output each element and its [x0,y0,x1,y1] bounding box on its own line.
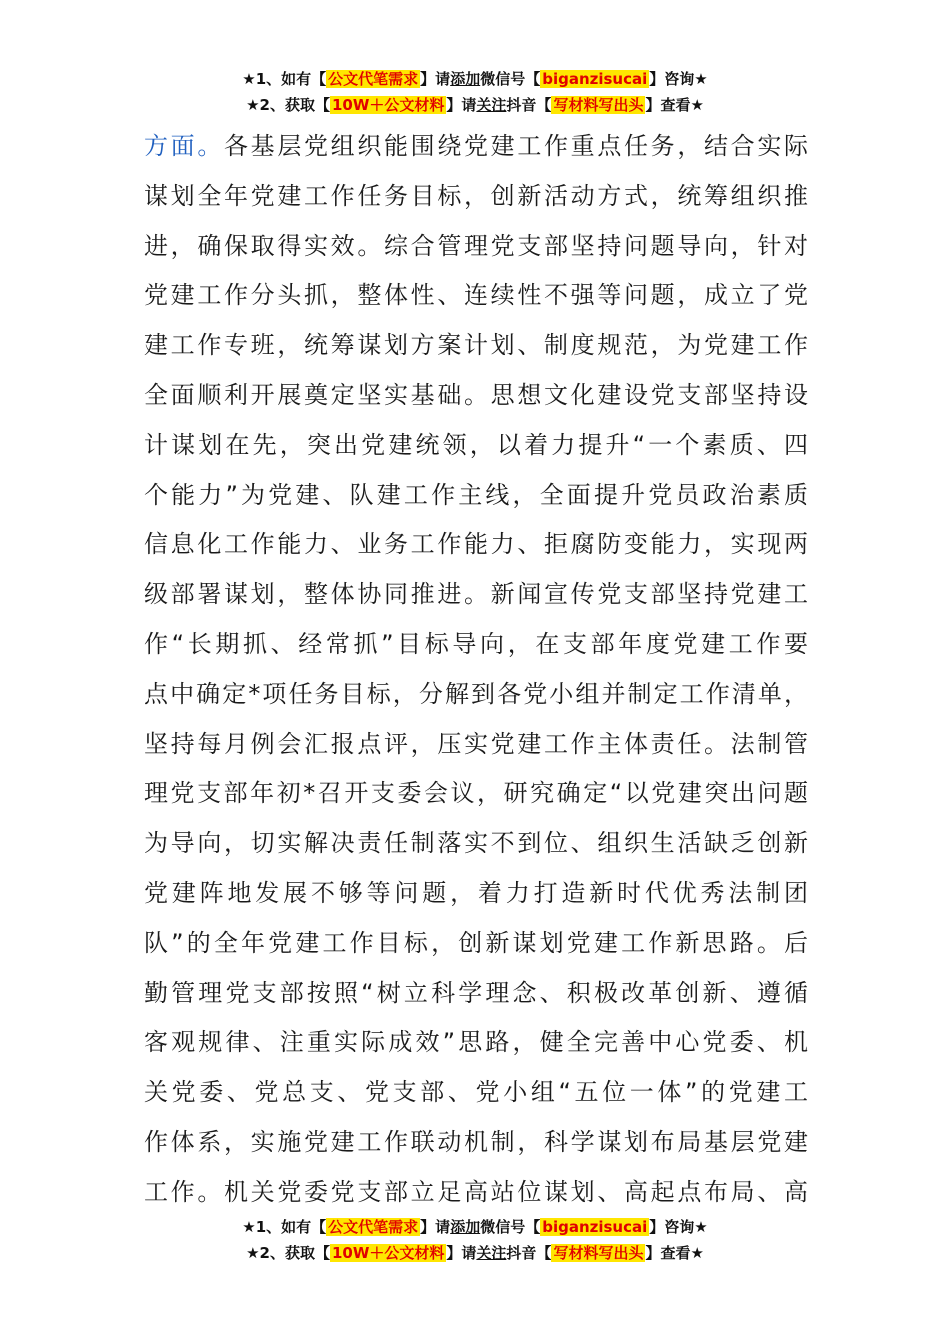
text-line: 作“长期抓、经常抓”目标导向，在支部年度党建工作要 [144,629,808,658]
text-line: 关党委、党总支、党支部、党小组“五位一体”的党建工 [144,1078,808,1107]
continuation-word: 方面。 [144,132,224,160]
banner-highlight: 公文代笔需求 [328,1218,419,1236]
text-line: 队”的全年党建工作目标，创新谋划党建工作新思路。后 [144,928,808,957]
text-line: 为导向，切实解决责任制落实不到位、组织生活缺乏创新 [144,829,808,858]
banner-highlight: 10W＋公文材料 [331,96,445,114]
banner-highlight: 公文代笔需求 [328,70,419,88]
text-line: 全面顺利开展奠定坚实基础。思想文化建设党支部坚持设 [144,380,808,409]
wechat-id-highlight: biganzisucai [542,1218,648,1236]
text-line: 客观规律、注重实际成效”思路，健全完善中心党委、机 [144,1028,808,1057]
text-line: 进，确保取得实效。综合管理党支部坚持问题导向，针对 [144,231,808,260]
wechat-id-highlight: biganzisucai [542,70,648,88]
footer-banner [0,1214,950,1266]
text-line: 谋划全年党建工作任务目标，创新活动方式，统筹组织推 [144,181,808,210]
banner-line-2: ★2、获取【 10W＋公文材料 】请关注抖音【 写材料写出头 】查看★ [246,1244,704,1262]
text-line: 坚持每月例会汇报点评，压实党建工作主体责任。法制管 [144,729,808,758]
text-line: 信息化工作能力、业务工作能力、拒腐防变能力，实现两 [144,530,808,559]
text-line: 建工作专班，统筹谋划方案计划、制度规范，为党建工作 [144,331,808,360]
banner-highlight: 10W＋公文材料 [331,1244,445,1262]
text-line: 个能力”为党建、队建工作主线，全面提升党员政治素质 [144,480,808,509]
banner-line-1: ★1、如有【 公文代笔需求 】请添加微信号【 biganzisucai 】咨询★ [242,70,708,88]
text-line: 工作。机关党委党支部立足高站位谋划、高起点布局、高 [144,1177,808,1206]
text-line: 党建阵地发展不够等问题，着力打造新时代优秀法制团 [144,878,808,907]
text-line: 党建工作分头抓，整体性、连续性不强等问题，成立了党 [144,281,808,310]
douyin-id-highlight: 写材料写出头 [553,96,644,114]
header-banner [0,66,950,118]
text-line: 勤管理党支部按照“树立科学理念、积极改革创新、遵循 [144,978,808,1007]
text-line: 点中确定*项任务目标，分解到各党小组并制定工作清单， [144,679,808,708]
document-body [144,122,808,1218]
text-line: 计谋划在先，突出党建统领，以着力提升“一个素质、四 [144,430,808,459]
text-line: 方面。各基层党组织能围绕党建工作重点任务，结合实际 [144,132,808,160]
text-line: 理党支部年初*召开支委会议，研究确定“以党建突出问题 [144,779,808,808]
text-line: 作体系，实施党建工作联动机制，科学谋划布局基层党建 [144,1127,808,1156]
banner-line-1: ★1、如有【 公文代笔需求 】请添加微信号【 biganzisucai 】咨询★ [242,1218,708,1236]
douyin-id-highlight: 写材料写出头 [553,1244,644,1262]
text-line: 级部署谋划，整体协同推进。新闻宣传党支部坚持党建工 [144,580,808,609]
banner-line-2: ★2、获取【 10W＋公文材料 】请关注抖音【 写材料写出头 】查看★ [246,96,704,114]
